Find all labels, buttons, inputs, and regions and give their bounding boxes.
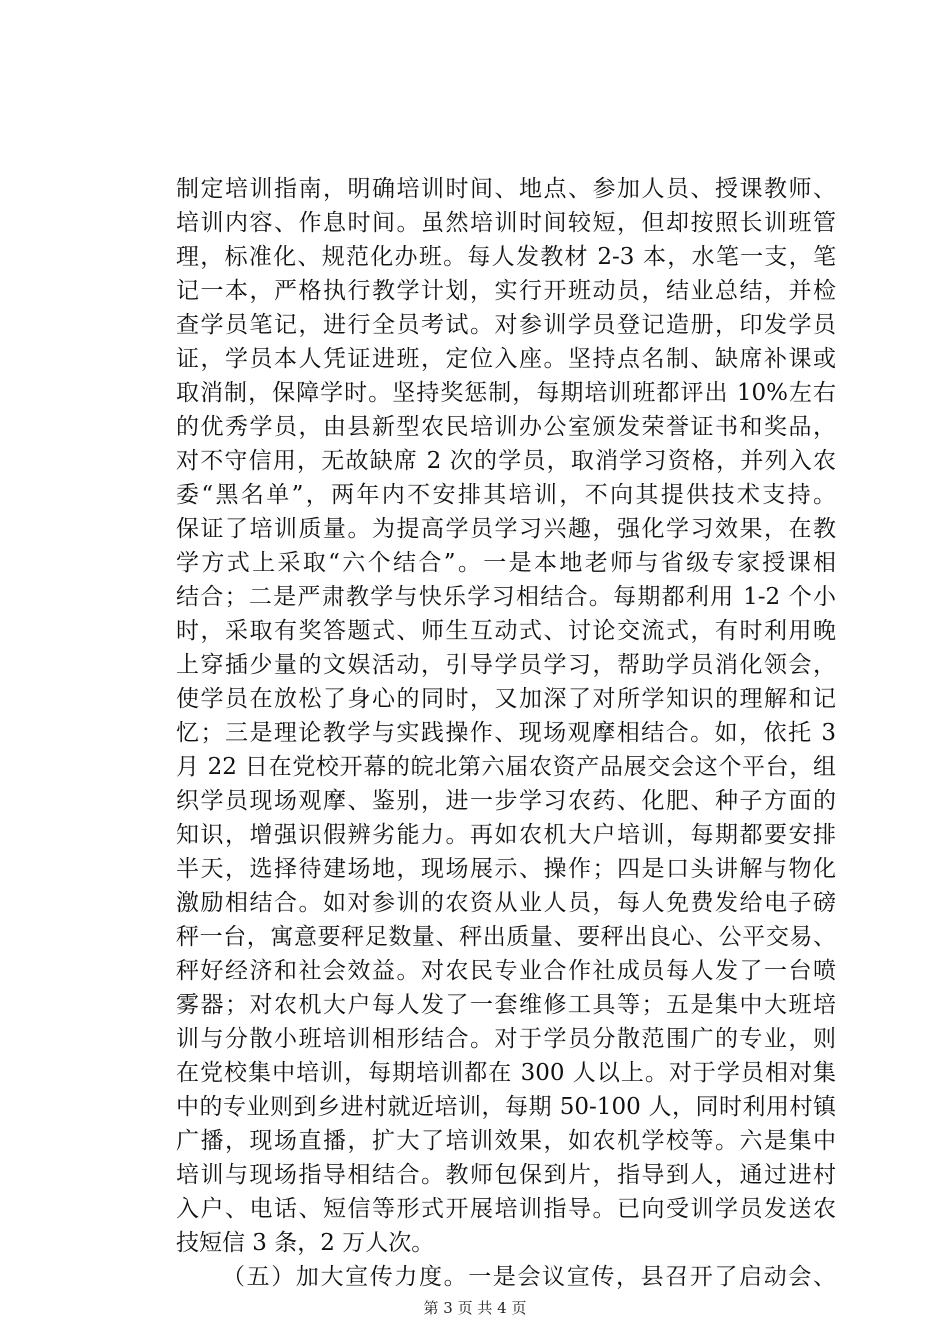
paragraph-line: 上穿插少量的文娱活动，引导学员学习，帮助学员消化领会， (176, 652, 836, 678)
paragraph-line: 忆；三是理论教学与实践操作、现场观摩相结合。如，依托 3 (176, 720, 836, 746)
paragraph-line: 结合；二是严肃教学与快乐学习相结合。每期都利用 1-2 个小 (176, 584, 836, 610)
paragraph-line: 时，采取有奖答题式、师生互动式、讨论交流式，有时利用晚 (176, 618, 836, 644)
paragraph-line: 广播，现场直播，扩大了培训效果，如农机学校等。六是集中 (176, 1128, 836, 1154)
paragraph-line: 入户、电话、短信等形式开展培训指导。已向受训学员发送农 (176, 1196, 836, 1222)
paragraph-line: 秤好经济和社会效益。对农民专业合作社成员每人发了一台喷 (176, 958, 836, 984)
paragraph-line: 织学员现场观摩、鉴别，进一步学习农药、化肥、种子方面的 (176, 788, 836, 814)
paragraph-line: 月 22 日在党校开幕的皖北第六届农资产品展交会这个平台，组 (176, 754, 836, 780)
paragraph-line: 训与分散小班培训相形结合。对于学员分散范围广的专业，则 (176, 1026, 836, 1052)
paragraph-line: 保证了培训质量。为提高学员学习兴趣，强化学习效果，在教 (176, 516, 836, 542)
page-footer: 第 3 页 共 4 页 (423, 1299, 527, 1317)
paragraph-line: 中的专业则到乡进村就近培训，每期 50-100 人，同时利用村镇 (176, 1094, 836, 1120)
paragraph-line: 在党校集中培训，每期培训都在 300 人以上。对于学员相对集 (176, 1060, 836, 1086)
paragraph-line: 培训与现场指导相结合。教师包保到片，指导到人，通过进村 (176, 1162, 836, 1188)
paragraph-line: （五）加大宣传力度。一是会议宣传，县召开了启动会、 (222, 1264, 836, 1290)
paragraph-line: 秤一台，寓意要秤足数量、秤出质量、要秤出良心、公平交易、 (176, 924, 836, 950)
paragraph-line: 学方式上采取“六个结合”。一是本地老师与省级专家授课相 (176, 550, 836, 576)
paragraph-line: 雾器；对农机大户每人发了一套维修工具等；五是集中大班培 (176, 992, 836, 1018)
paragraph-line: 制定培训指南，明确培训时间、地点、参加人员、授课教师、 (176, 176, 836, 202)
paragraph-line: 激励相结合。如对参训的农资从业人员，每人免费发给电子磅 (176, 890, 836, 916)
paragraph-line: 对不守信用，无故缺席 2 次的学员，取消学习资格，并列入农 (176, 448, 836, 474)
paragraph-line: 技短信 3 条，2 万人次。 (176, 1230, 435, 1256)
paragraph-line: 使学员在放松了身心的同时，又加深了对所学知识的理解和记 (176, 686, 836, 712)
paragraph-line: 半天，选择待建场地，现场展示、操作；四是口头讲解与物化 (176, 856, 836, 882)
paragraph-line: 委“黑名单”，两年内不安排其培训，不向其提供技术支持。 (176, 482, 836, 508)
paragraph-line: 的优秀学员，由县新型农民培训办公室颁发荣誉证书和奖品， (176, 414, 836, 440)
paragraph-line: 培训内容、作息时间。虽然培训时间较短，但却按照长训班管 (176, 210, 836, 236)
paragraph-line: 记一本，严格执行教学计划，实行开班动员，结业总结，并检 (176, 278, 836, 304)
paragraph-line: 证，学员本人凭证进班，定位入座。坚持点名制、缺席补课或 (176, 346, 836, 372)
paragraph-line: 理，标准化、规范化办班。每人发教材 2-3 本，水笔一支，笔 (176, 244, 836, 270)
paragraph-line: 取消制，保障学时。坚持奖惩制，每期培训班都评出 10%左右 (176, 380, 836, 406)
paragraph-line: 查学员笔记，进行全员考试。对参训学员登记造册，印发学员 (176, 312, 836, 338)
paragraph-line: 知识，增强识假辨劣能力。再如农机大户培训，每期都要安排 (176, 822, 836, 848)
